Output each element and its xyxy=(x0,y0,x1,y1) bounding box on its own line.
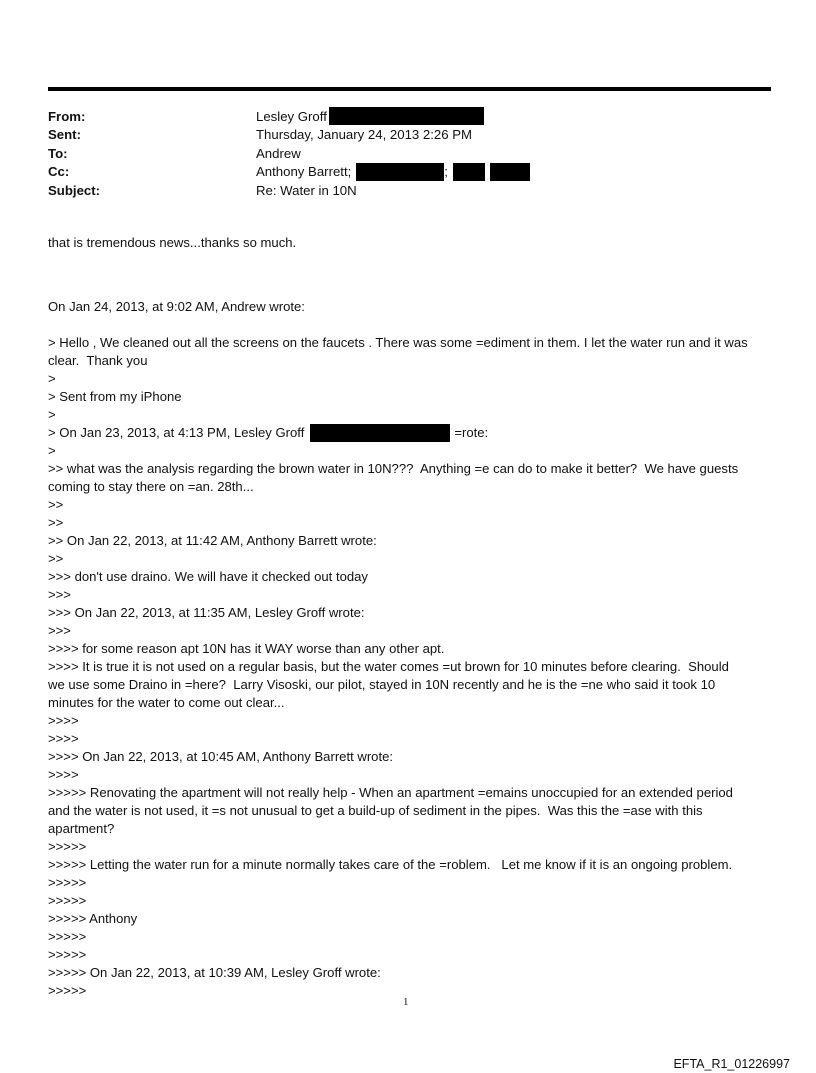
body-line: >>>> It is true it is not used on a regular basis, but the water comes =ut brown for 10 minutes before clearing. Should xyxy=(48,659,729,674)
header-divider xyxy=(48,87,771,91)
body-line: >>>>> xyxy=(48,947,87,962)
sent-row xyxy=(48,126,768,145)
body-line: and the water is not used, it =s not unusual to get a build-up of sediment in the pipes. Was this the =ase with this xyxy=(48,803,703,818)
body-line: > xyxy=(48,443,56,458)
body-line: >>> xyxy=(48,623,71,638)
body-line: >>> xyxy=(48,587,71,602)
from-value: Lesley Groff xyxy=(256,108,327,124)
cc-separator: ; xyxy=(444,164,448,180)
body-line: clear. Thank you xyxy=(48,353,148,368)
body-line: >> xyxy=(48,515,64,530)
body-line: > Hello , We cleaned out all the screens on the faucets . There was some =ediment in them. I let the water run and it was xyxy=(48,335,748,350)
document-id: EFTA_R1_01226997 xyxy=(673,1057,790,1071)
redaction-box xyxy=(356,163,444,181)
redaction-box xyxy=(490,163,530,181)
body-line: >> xyxy=(48,551,64,566)
body-line: > Sent from my iPhone xyxy=(48,389,182,404)
body-line: >> what was the analysis regarding the brown water in 10N??? Anything =e can do to make it better? We have guests xyxy=(48,461,739,476)
from-label: From: xyxy=(48,108,86,124)
email-header xyxy=(48,107,768,200)
cc-value: Anthony Barrett; xyxy=(256,164,352,180)
body-line: > xyxy=(48,371,56,386)
body-line: >>>> On Jan 22, 2013, at 10:45 AM, Anthony Barrett wrote: xyxy=(48,749,394,764)
to-label: To: xyxy=(48,145,68,161)
body-line: >>>>> Anthony xyxy=(48,911,138,926)
opening-line: that is tremendous news...thanks so much. xyxy=(48,235,297,250)
from-row xyxy=(48,107,768,126)
page-number: 1 xyxy=(403,996,409,1008)
body-line: apartment? xyxy=(48,821,115,836)
body-line: >>>> xyxy=(48,713,79,728)
body-line: >>>>> On Jan 22, 2013, at 10:39 AM, Lesley Groff wrote: xyxy=(48,965,381,980)
body-line: >>>>> Letting the water run for a minute normally takes care of the =roblem. Let me know if it is an ongoing problem. xyxy=(48,857,733,872)
subject-row xyxy=(48,181,768,200)
body-line: >>>>> xyxy=(48,983,87,998)
body-line: >>>>> xyxy=(48,929,87,944)
body-line xyxy=(48,316,772,334)
redaction-box xyxy=(453,163,485,181)
body-line: >> xyxy=(48,497,64,512)
body-line: >> On Jan 22, 2013, at 11:42 AM, Anthony Barrett wrote: xyxy=(48,533,377,548)
sent-label: Sent: xyxy=(48,127,81,143)
redaction-box xyxy=(310,424,450,442)
body-line: >>> don't use draino. We will have it checked out today xyxy=(48,569,368,584)
body-line-redacted: > On Jan 23, 2013, at 4:13 PM, Lesley Groff =rote: xyxy=(48,425,489,440)
body-line: >>>> xyxy=(48,767,79,782)
redaction-box xyxy=(329,107,484,125)
body-line: >>>>> Renovating the apartment will not really help - When an apartment =emains unoccupied for an extended period xyxy=(48,785,733,800)
sent-value: Thursday, January 24, 2013 2:26 PM xyxy=(256,127,473,143)
to-row xyxy=(48,144,768,163)
body-line: >>>>> xyxy=(48,839,87,854)
body-line: coming to stay there on =an. 28th... xyxy=(48,479,254,494)
subject-value: Re: Water in 10N xyxy=(256,182,357,198)
body-line: >>> On Jan 22, 2013, at 11:35 AM, Lesley Groff wrote: xyxy=(48,605,365,620)
body-line: >>>> xyxy=(48,731,79,746)
to-value: Andrew xyxy=(256,145,301,161)
cc-label: Cc: xyxy=(48,164,70,180)
body-line: we use some Draino in =here? Larry Visoski, our pilot, stayed in 10N recently and he is the =ne who said it took 10 xyxy=(48,677,716,692)
subject-label: Subject: xyxy=(48,182,101,198)
body-line: >>>>> xyxy=(48,875,87,890)
body-line: minutes for the water to come out clear... xyxy=(48,695,285,710)
cc-row xyxy=(48,163,768,182)
body-line: On Jan 24, 2013, at 9:02 AM, Andrew wrote: xyxy=(48,299,305,314)
body-line: >>>>> xyxy=(48,893,87,908)
body-line: >>>> for some reason apt 10N has it WAY worse than any other apt. xyxy=(48,641,445,656)
email-body xyxy=(48,234,772,1000)
body-line: > xyxy=(48,407,56,422)
